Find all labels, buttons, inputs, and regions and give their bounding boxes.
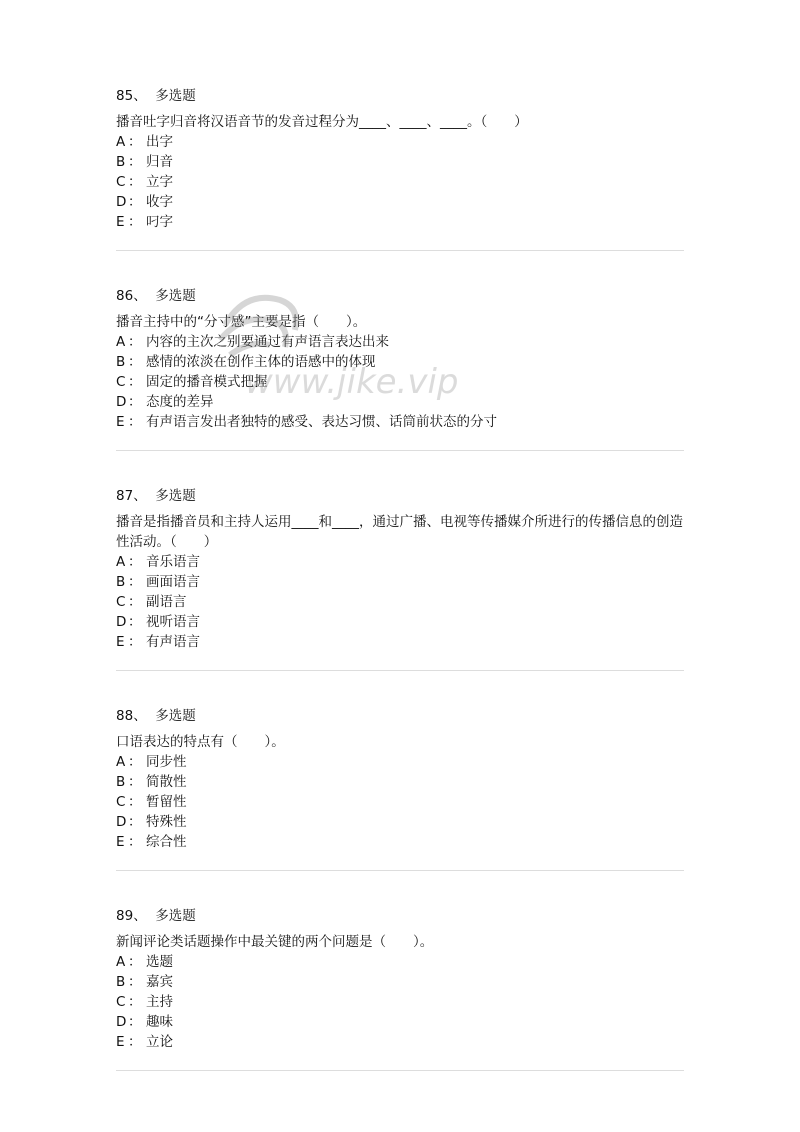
option-letter: A [116, 554, 126, 570]
option-text: 画面语言 [146, 574, 200, 590]
option-letter: B [116, 154, 126, 170]
option-e[interactable] [116, 632, 684, 652]
divider [116, 870, 684, 871]
option-e[interactable] [116, 412, 684, 432]
question-type: 多选题 [155, 708, 196, 724]
option-b[interactable] [116, 352, 684, 372]
question-type: 多选题 [155, 908, 196, 924]
option-colon: ： [128, 754, 142, 770]
option-letter: D [116, 1014, 127, 1030]
option-text: 有声语言 [146, 634, 200, 650]
option-letter: E [116, 214, 125, 230]
question-separator: 、 [133, 288, 147, 304]
option-colon: ： [128, 954, 142, 970]
divider [116, 1070, 684, 1071]
option-c[interactable] [116, 372, 684, 392]
option-a[interactable] [116, 952, 684, 972]
question-number: 89 [116, 908, 134, 924]
option-text: 有声语言发出者独特的感受、表达习惯、话筒前状态的分寸 [146, 414, 497, 430]
option-d[interactable] [116, 812, 684, 832]
option-colon: ： [128, 134, 142, 150]
option-colon: ： [128, 994, 142, 1010]
option-letter: E [116, 414, 125, 430]
question-85 [116, 86, 684, 232]
option-text: 选题 [146, 954, 173, 970]
option-text: 收字 [146, 194, 173, 210]
option-text: 同步性 [146, 754, 187, 770]
question-number: 85 [116, 88, 134, 104]
option-c[interactable] [116, 992, 684, 1012]
question-header [116, 286, 684, 306]
option-colon: ： [128, 154, 142, 170]
option-colon: ： [128, 174, 142, 190]
question-86 [116, 286, 684, 432]
option-colon: ： [128, 594, 142, 610]
question-type: 多选题 [155, 288, 196, 304]
option-letter: E [116, 1034, 125, 1050]
option-letter: D [116, 194, 127, 210]
option-letter: C [116, 794, 126, 810]
option-text: 立字 [146, 174, 173, 190]
option-colon: ： [128, 974, 142, 990]
option-colon: ： [128, 794, 142, 810]
option-letter: C [116, 174, 126, 190]
option-c[interactable] [116, 172, 684, 192]
question-number: 87 [116, 488, 134, 504]
question-stem: 新闻评论类话题操作中最关键的两个问题是（ ）。 [116, 934, 434, 950]
option-colon: ： [128, 614, 142, 630]
option-colon: ： [128, 334, 142, 350]
option-colon: ： [128, 814, 142, 830]
question-separator: 、 [133, 708, 147, 724]
option-e[interactable] [116, 1032, 684, 1052]
option-colon: ： [128, 634, 142, 650]
option-colon: ： [128, 1014, 142, 1030]
question-stem: 播音吐字归音将汉语音节的发音过程分为____、____、____。（ ） [116, 114, 528, 130]
option-text: 趣味 [146, 1014, 173, 1030]
option-colon: ： [128, 774, 142, 790]
question-stem: 播音是指播音员和主持人运用____和____，通过广播、电视等传播媒介所进行的传播信息的创造性活动。（ ） [116, 514, 683, 550]
question-87 [116, 486, 684, 652]
question-88 [116, 706, 684, 852]
question-header [116, 486, 684, 506]
option-letter: B [116, 974, 126, 990]
option-b[interactable] [116, 772, 684, 792]
option-colon: ： [128, 1034, 142, 1050]
option-letter: A [116, 754, 126, 770]
option-colon: ： [128, 394, 142, 410]
divider [116, 670, 684, 671]
option-text: 副语言 [146, 594, 187, 610]
option-text: 综合性 [146, 834, 187, 850]
option-a[interactable] [116, 132, 684, 152]
question-separator: 、 [133, 908, 147, 924]
option-text: 嘉宾 [146, 974, 173, 990]
option-letter: B [116, 774, 126, 790]
question-separator: 、 [133, 88, 147, 104]
option-b[interactable] [116, 572, 684, 592]
option-colon: ： [128, 574, 142, 590]
option-text: 出字 [146, 134, 173, 150]
option-text: 感情的浓淡在创作主体的语感中的体现 [146, 354, 376, 370]
option-colon: ： [128, 354, 142, 370]
question-type: 多选题 [155, 488, 196, 504]
option-text: 固定的播音模式把握 [146, 374, 268, 390]
question-number: 88 [116, 708, 134, 724]
option-letter: A [116, 334, 126, 350]
option-text: 内容的主次之别要通过有声语言表达出来 [146, 334, 389, 350]
option-text: 立论 [146, 1034, 173, 1050]
option-text: 音乐语言 [146, 554, 200, 570]
divider [116, 250, 684, 251]
option-text: 主持 [146, 994, 173, 1010]
option-a[interactable] [116, 752, 684, 772]
option-text: 暂留性 [146, 794, 187, 810]
question-stem: 播音主持中的“分寸感”主要是指（ ）。 [116, 314, 367, 330]
option-colon: ： [128, 374, 142, 390]
option-colon: ： [128, 214, 142, 230]
option-colon: ： [128, 554, 142, 570]
option-d[interactable] [116, 192, 684, 212]
option-letter: A [116, 134, 126, 150]
option-d[interactable] [116, 1012, 684, 1032]
option-text: 态度的差异 [146, 394, 214, 410]
option-d[interactable] [116, 612, 684, 632]
question-header [116, 906, 684, 926]
question-stem: 口语表达的特点有（ ）。 [116, 734, 285, 750]
option-c[interactable] [116, 592, 684, 612]
option-letter: E [116, 834, 125, 850]
option-e[interactable] [116, 832, 684, 852]
option-letter: A [116, 954, 126, 970]
option-letter: E [116, 634, 125, 650]
question-89 [116, 906, 684, 1052]
option-letter: D [116, 614, 127, 630]
option-colon: ： [128, 194, 142, 210]
option-a[interactable] [116, 332, 684, 352]
option-e[interactable] [116, 212, 684, 232]
question-header [116, 706, 684, 726]
option-letter: C [116, 594, 126, 610]
option-letter: D [116, 814, 127, 830]
option-b[interactable] [116, 972, 684, 992]
option-letter: B [116, 574, 126, 590]
option-text: 特殊性 [146, 814, 187, 830]
option-letter: B [116, 354, 126, 370]
option-colon: ： [128, 834, 142, 850]
option-letter: D [116, 394, 127, 410]
option-text: 视听语言 [146, 614, 200, 630]
question-type: 多选题 [155, 88, 196, 104]
option-text: 简散性 [146, 774, 187, 790]
option-letter: C [116, 374, 126, 390]
option-colon: ： [128, 414, 142, 430]
question-separator: 、 [133, 488, 147, 504]
option-text: 归音 [146, 154, 173, 170]
question-number: 86 [116, 288, 134, 304]
option-letter: C [116, 994, 126, 1010]
option-b[interactable] [116, 152, 684, 172]
option-text: 叼字 [146, 214, 173, 230]
question-header [116, 86, 684, 106]
divider [116, 450, 684, 451]
option-c[interactable] [116, 792, 684, 812]
option-a[interactable] [116, 552, 684, 572]
watermark-text: www.jike.vip [245, 362, 459, 402]
option-d[interactable] [116, 392, 684, 412]
